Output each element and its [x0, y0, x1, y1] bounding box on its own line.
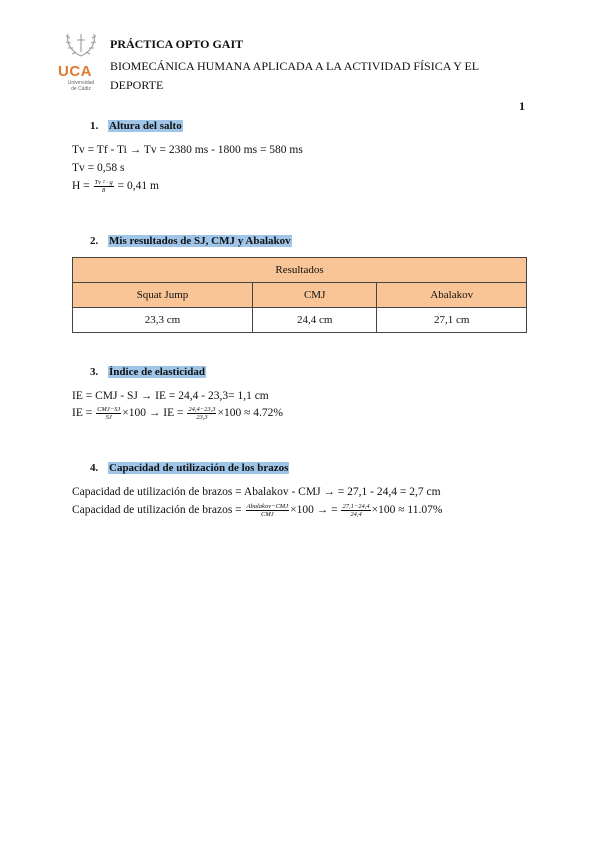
fraction-denominator: CMJ: [261, 511, 274, 518]
tv-equation: Tv = Tf - Ti → Tv = 2380 ms - 1800 ms = 580 ms: [72, 144, 303, 156]
height-fraction: [94, 179, 114, 194]
ie-percent-formula: [72, 406, 283, 421]
page-number: 1: [519, 99, 525, 113]
laurel-icon: [58, 30, 104, 58]
arm-fraction-symbolic: [246, 503, 290, 518]
section-number: 2.: [90, 235, 99, 247]
fraction-numerator: Abalakov−CMJ: [246, 503, 289, 510]
fraction-numerator: 24,4−23,3: [188, 406, 216, 413]
value-abalakov: 27,1 cm: [377, 308, 527, 333]
logo-letters: UCA: [58, 63, 92, 80]
table-header-row: [73, 283, 527, 308]
logo-line-2: de Cádiz: [71, 86, 91, 92]
section-title: Índice de elasticidad: [109, 366, 205, 378]
height-formula: [72, 179, 159, 194]
document-subtitle: BIOMECÁNICA HUMANA APLICADA A LA ACTIVIDAD FÍSICA Y EL DEPORTE: [110, 59, 479, 92]
formula-result: ×100 ≈ 4.72%: [217, 407, 283, 420]
fraction-denominator: SJ: [105, 414, 112, 421]
formula-middle: ×100 → =: [290, 504, 341, 517]
header-cmj: CMJ: [252, 283, 377, 308]
arm-usage-equation: Capacidad de utilización de brazos = Abalakov - CMJ → = 27,1 - 24,4 = 2,7 cm: [72, 486, 441, 498]
fraction-denominator: 8: [102, 187, 106, 194]
arm-fraction-numeric: [341, 503, 370, 518]
document-title: PRÁCTICA OPTO GAIT: [110, 37, 244, 51]
tv-seconds: Tv = 0,58 s: [72, 162, 125, 174]
table-caption: Resultados: [73, 258, 527, 283]
fraction-numerator: Tv ² · g: [94, 179, 113, 186]
formula-prefix: IE =: [72, 407, 96, 420]
ie-fraction-symbolic: [96, 406, 121, 421]
section-number: 4.: [90, 462, 99, 474]
value-squat-jump: 23,3 cm: [73, 308, 253, 333]
value-cmj: 24,4 cm: [252, 308, 377, 333]
ie-equation: IE = CMJ - SJ → IE = 24,4 - 23,3= 1,1 cm: [72, 390, 269, 402]
fraction-denominator: 23,3: [196, 414, 208, 421]
university-logo: [58, 30, 104, 90]
fraction-numerator: 27,1−24,4: [342, 503, 370, 510]
formula-prefix: H =: [72, 180, 93, 193]
arm-usage-percent-formula: [72, 503, 442, 518]
logo-line-1: Universidad: [67, 80, 95, 86]
section-number: 1.: [90, 120, 99, 132]
table-row: [73, 308, 527, 333]
fraction-denominator: 24,4: [350, 511, 362, 518]
section-title: Capacidad de utilización de los brazos: [109, 462, 289, 474]
formula-prefix: Capacidad de utilización de brazos =: [72, 504, 245, 517]
formula-middle: ×100 → IE =: [122, 407, 187, 420]
header-abalakov: Abalakov: [377, 283, 527, 308]
section-number: 3.: [90, 366, 99, 378]
section-title: Mis resultados de SJ, CMJ y Abalakov: [109, 235, 291, 247]
section-heading-1: [90, 120, 183, 132]
section-heading-2: [90, 235, 292, 247]
table-caption-row: [73, 258, 527, 283]
formula-result: = 0,41 m: [114, 180, 159, 193]
section-title: Altura del salto: [109, 120, 182, 132]
ie-fraction-numeric: [187, 406, 216, 421]
section-heading-3: [90, 366, 206, 378]
section-heading-4: [90, 462, 289, 474]
results-table: [72, 257, 527, 333]
formula-result: ×100 ≈ 11.07%: [371, 504, 443, 517]
header-squat-jump: Squat Jump: [73, 283, 253, 308]
fraction-numerator: CMJ−SJ: [97, 406, 121, 413]
